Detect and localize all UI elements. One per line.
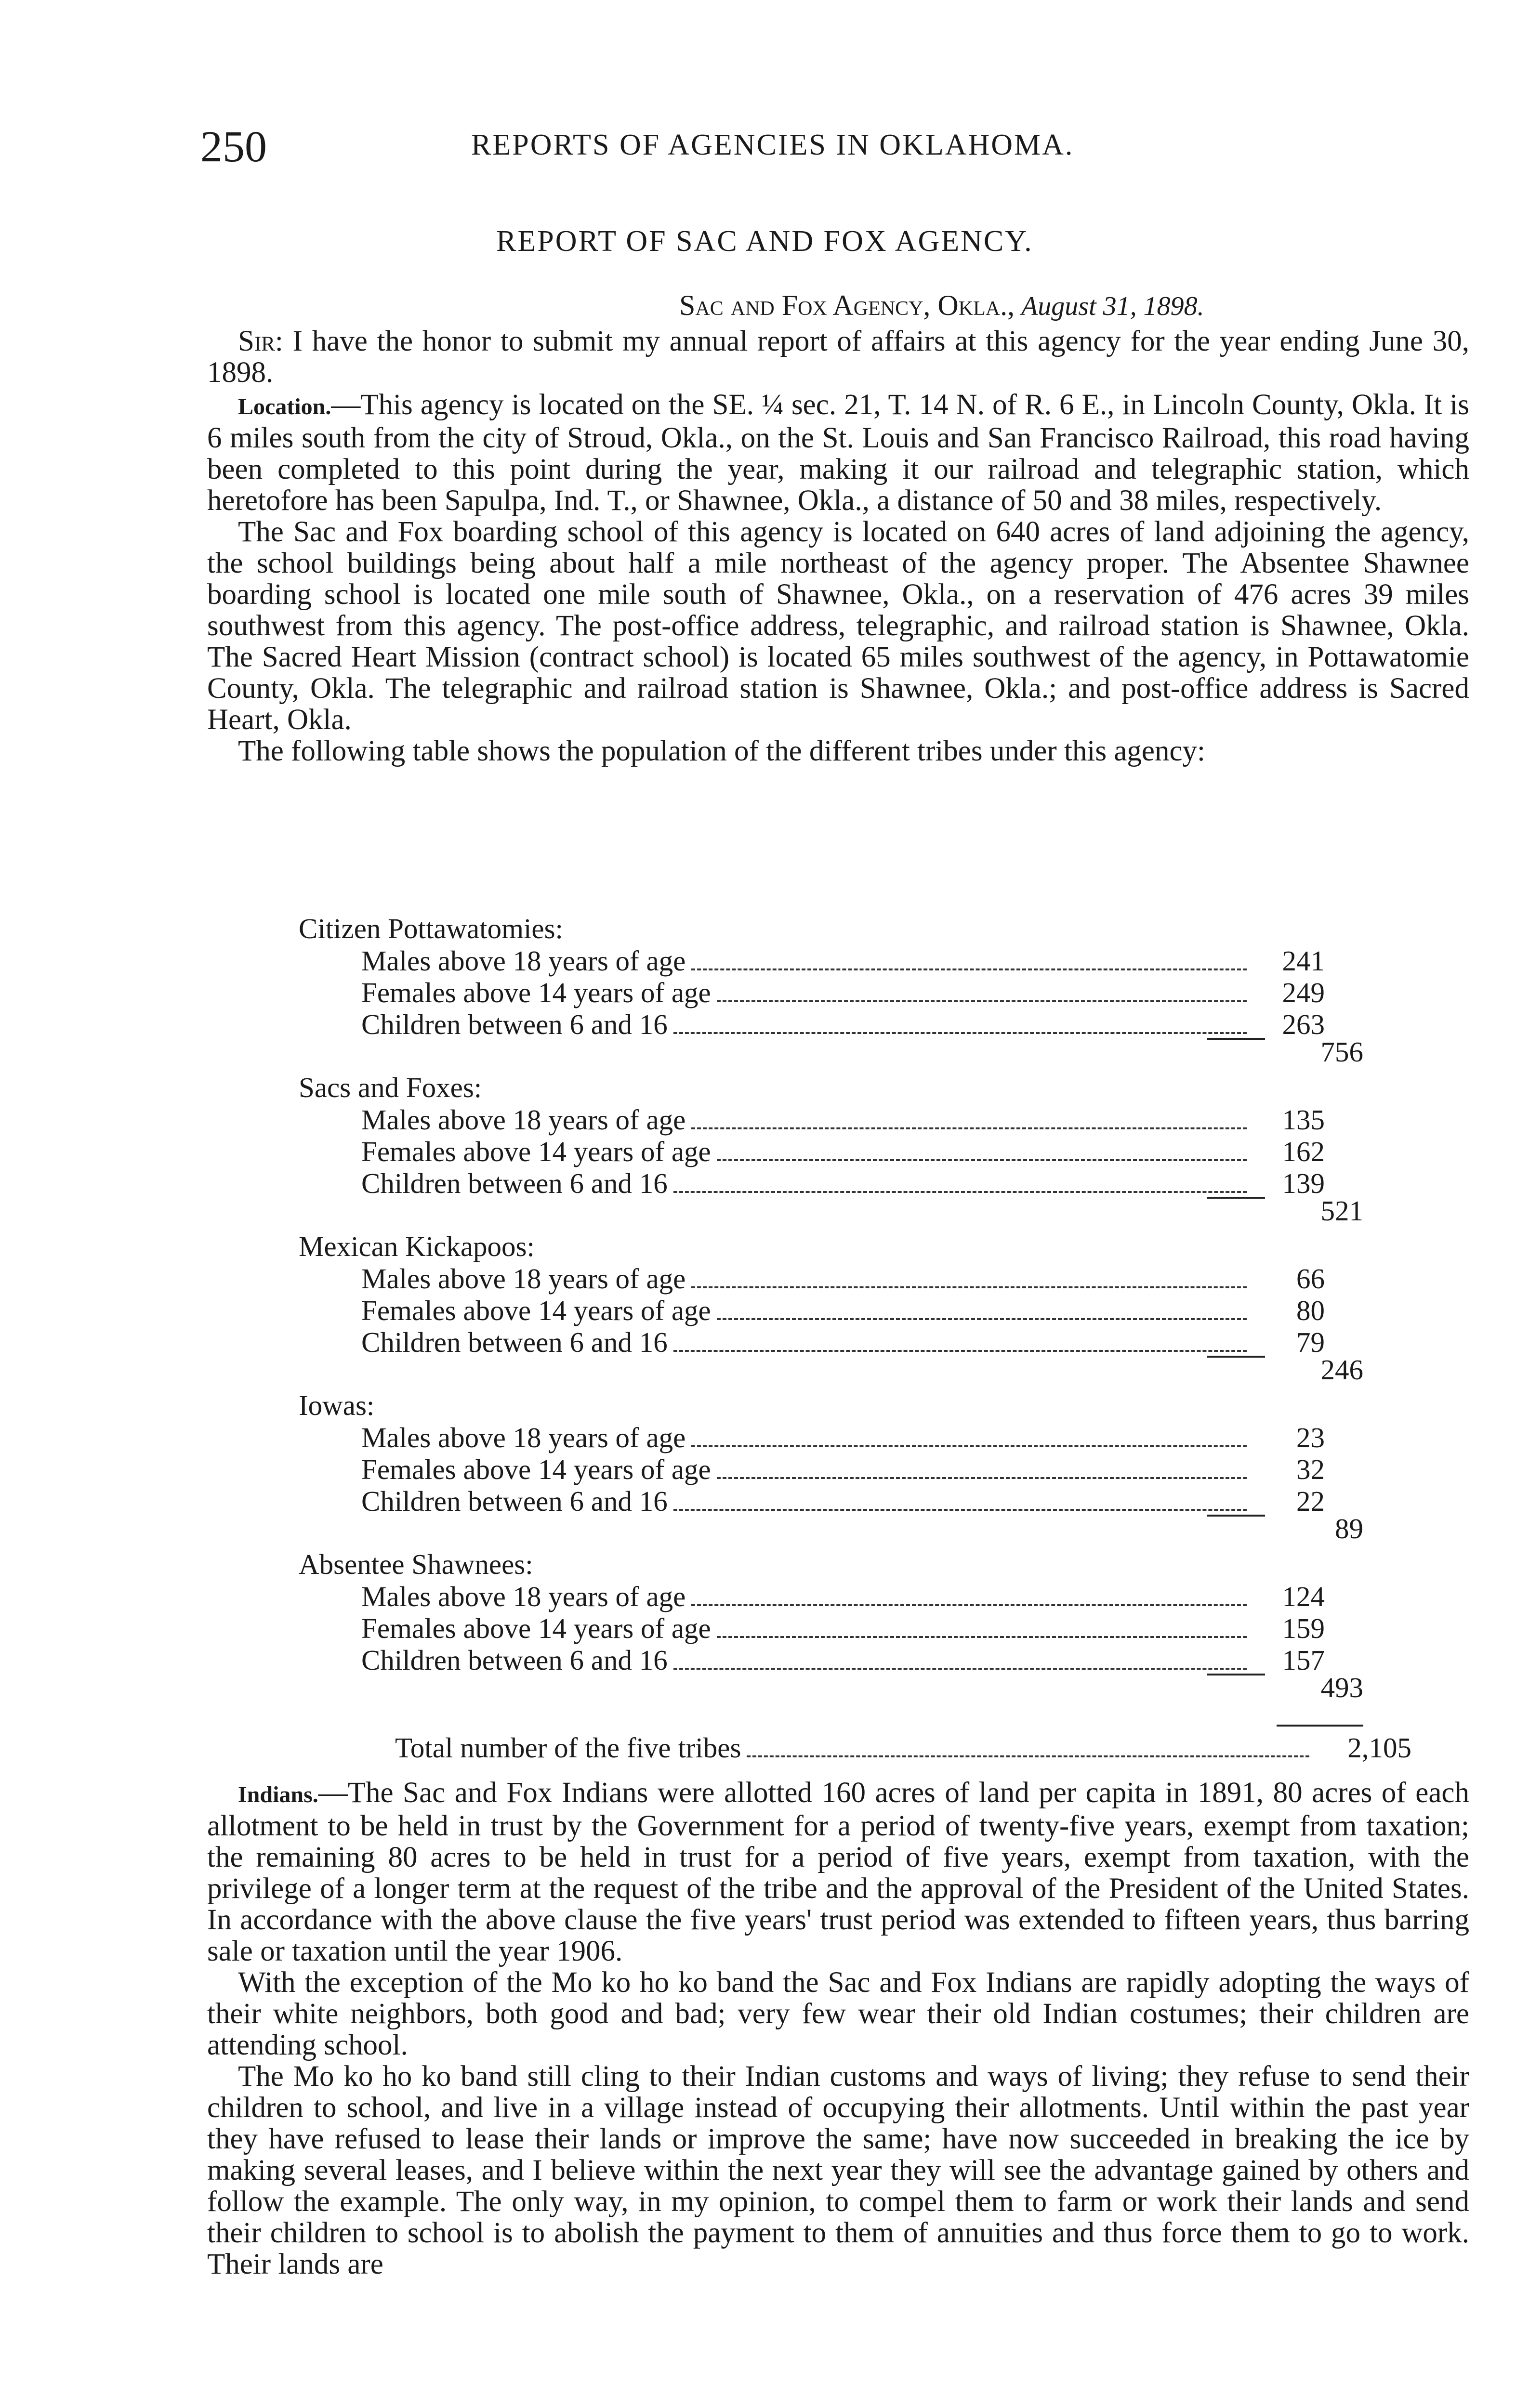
table-row: Children between 6 and 16 22 <box>361 1485 1325 1517</box>
tribe-group <box>299 1389 1407 1548</box>
table-row: Females above 14 years of age 162 <box>361 1136 1325 1167</box>
indians-paragraph-2: With the exception of the Mo ko ho ko band the Sac and Fox Indians are rapidly adopting the ways of their white neighbors, both good and bad; very few wear their old Indian costumes; their children are attending school. <box>207 1966 1469 2061</box>
table-row: Males above 18 years of age 241 <box>361 945 1325 977</box>
location-paragraph-3: The following table shows the population of the different tribes under this agency: <box>238 735 1205 767</box>
tribe-group <box>299 1548 1407 1707</box>
table-row: Males above 18 years of age 66 <box>361 1263 1325 1295</box>
indians-text-1: —The Sac and Fox Indians were allotted 160 acres of land per capita in 1891, 80 acres of each allotment to be held in trust by the Government for a period of twenty-five years, exempt from taxation; the remaining 80 acres to be held in trust for a period of five years, exempt from taxation, with the privilege of a longer term at the request of the tribe and the approval of the President of the United States. In accordance with the above clause the five years' trust period was extended to fifteen years, thus barring sale or taxation until the year 1906. <box>207 1777 1469 1967</box>
location-text-1: —This agency is located on the SE. ¼ sec. 21, T. 14 N. of R. 6 E., in Lincoln County, Okla. It is 6 miles south from the city of Stroud, Okla., on the St. Louis and San Francisco Railroad, this road having been completed to this point during the year, making it our railroad and telegraphic station, which heretofore has been Sapulpa, Ind. T., or Shawnee, Okla., a distance of 50 and 38 miles, respectively. <box>207 389 1469 517</box>
subtotal: 756 <box>1320 1036 1363 1068</box>
total-row <box>395 1731 1411 1765</box>
total-value: 2,105 <box>1347 1732 1411 1764</box>
salutation: Sir: <box>238 325 283 357</box>
population-table <box>299 913 1411 1764</box>
tribe-group <box>299 913 1407 1072</box>
location-paragraph-1 <box>207 389 1469 516</box>
running-head: REPORTS OF AGENCIES IN OKLAHOMA. <box>471 129 1074 161</box>
table-row: Children between 6 and 16 157 <box>361 1644 1325 1676</box>
tribe-name: Iowas: <box>299 1389 375 1421</box>
indians-paragraph-3: The Mo ko ho ko band still cling to their Indian customs and ways of living; they refuse to send their children to school, and live in a village instead of occupying their allotments. Until within the past year they have refused to lease their lands or improve the same; have now succeeded in breaking the ice by making several leases, and I believe within the next year they will see the advantage gained by others and follow the example. The only way, in my opinion, to compel them to farm or work their lands and send their children to school is to abolish the payment to them of annuities and thus force them to go to work. Their lands are <box>207 2060 1469 2280</box>
tribe-group <box>299 1230 1407 1389</box>
dateline <box>679 291 1204 320</box>
subtotal: 493 <box>1320 1672 1363 1703</box>
subtotal: 521 <box>1320 1195 1363 1227</box>
report-title: REPORT OF SAC AND FOX AGENCY. <box>496 225 1033 258</box>
location-section <box>207 389 1469 767</box>
subtotal: 89 <box>1335 1513 1363 1544</box>
subtotal-rule <box>1207 1038 1265 1040</box>
dateline-date: August 31, 1898. <box>1021 291 1204 321</box>
table-row: Children between 6 and 16 79 <box>361 1326 1325 1358</box>
tribe-name: Citizen Pottawatomies: <box>299 913 563 944</box>
table-row: Males above 18 years of age 124 <box>361 1581 1325 1612</box>
table-row: Children between 6 and 16 139 <box>361 1167 1325 1199</box>
table-row: Females above 14 years of age 32 <box>361 1453 1325 1485</box>
location-paragraph-2: The Sac and Fox boarding school of this agency is located on 640 acres of land adjoining the agency, the school buildings being about half a mile northeast of the agency proper. The Absentee Shawnee boarding school is located one mile south of Shawnee, Okla., on a reservation of 476 acres 39 miles southwest from this agency. The post-office address, telegraphic, and railroad station is Shawnee, Okla. The Sacred Heart Mission (contract school) is located 65 miles southwest of the agency, in Pottawatomie County, Okla. The telegraphic and railroad station is Shawnee, Okla.; and post-office address is Sacred Heart, Okla. <box>207 516 1469 736</box>
page-number: 250 <box>200 122 267 171</box>
table-row: Males above 18 years of age 23 <box>361 1422 1325 1453</box>
tribe-name: Sacs and Foxes: <box>299 1072 482 1103</box>
tribe-name: Absentee Shawnees: <box>299 1548 533 1580</box>
table-row: Children between 6 and 16 263 <box>361 1008 1325 1040</box>
tribe-name: Mexican Kickapoos: <box>299 1230 535 1262</box>
location-lead: Location. <box>238 394 331 419</box>
subtotal-rule <box>1207 1515 1265 1517</box>
indians-lead: Indians. <box>238 1782 318 1807</box>
intro-paragraph <box>207 326 1469 388</box>
indians-paragraph-1 <box>207 1777 1469 1967</box>
dateline-place: Sac and Fox Agency, Okla., <box>679 289 1015 321</box>
table-row: Females above 14 years of age 159 <box>361 1612 1325 1644</box>
subtotal-rule <box>1207 1674 1265 1675</box>
subtotal: 246 <box>1320 1354 1363 1386</box>
total-label: Total number of the five tribes <box>395 1732 741 1764</box>
intro-text: I have the honor to submit my annual report of affairs at this agency for the year ending June 30, 1898. <box>207 325 1470 389</box>
table-row: Females above 14 years of age 80 <box>361 1295 1325 1326</box>
tribe-group <box>299 1072 1407 1230</box>
table-row: Females above 14 years of age 249 <box>361 977 1325 1008</box>
indians-section <box>207 1777 1469 2280</box>
subtotal-rule <box>1207 1356 1265 1358</box>
total-rule <box>1277 1725 1363 1727</box>
table-row: Males above 18 years of age 135 <box>361 1104 1325 1136</box>
subtotal-rule <box>1207 1197 1265 1199</box>
